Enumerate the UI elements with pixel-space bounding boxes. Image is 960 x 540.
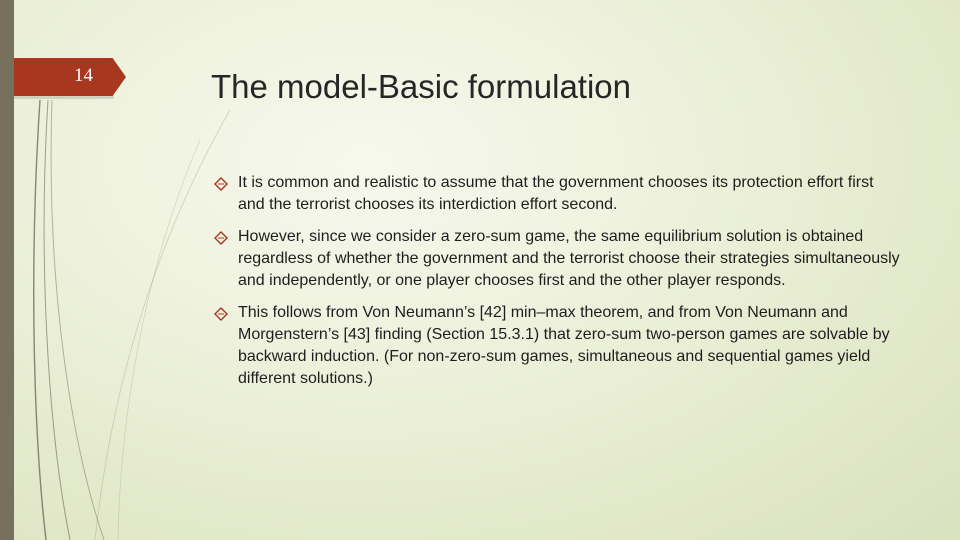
slide-title: The model-Basic formulation (211, 68, 632, 105)
bullet-item (214, 226, 904, 292)
diamond-bullet-icon (214, 177, 228, 191)
bullet-item (214, 172, 904, 216)
diamond-bullet-icon (214, 307, 228, 321)
bullet-list (214, 172, 904, 400)
bullet-text: This follows from Von Neumann’s [42] min–max theorem, and from Von Neumann and Morgenstern’s [43] finding (Section 15.3.1) that zero-sum two-person games are solvable by backward induction. (For non-zero-sum games, simultaneous and sequential games yield different solutions.) (238, 304, 890, 387)
bullet-item (214, 302, 904, 390)
slide-number-tab-shadow (14, 96, 114, 99)
slide-number: 14 (74, 65, 93, 86)
diamond-bullet-icon (214, 231, 228, 245)
bullet-text: However, since we consider a zero-sum game, the same equilibrium solution is obtained regardless of whether the government and the terrorist choose their strategies simultaneously and independently, or one player chooses first and the other player responds. (238, 228, 900, 289)
bullet-text: It is common and realistic to assume that the government chooses its protection effort first and the terrorist chooses its interdiction effort second. (238, 174, 874, 213)
slide-number-tab (14, 58, 126, 96)
